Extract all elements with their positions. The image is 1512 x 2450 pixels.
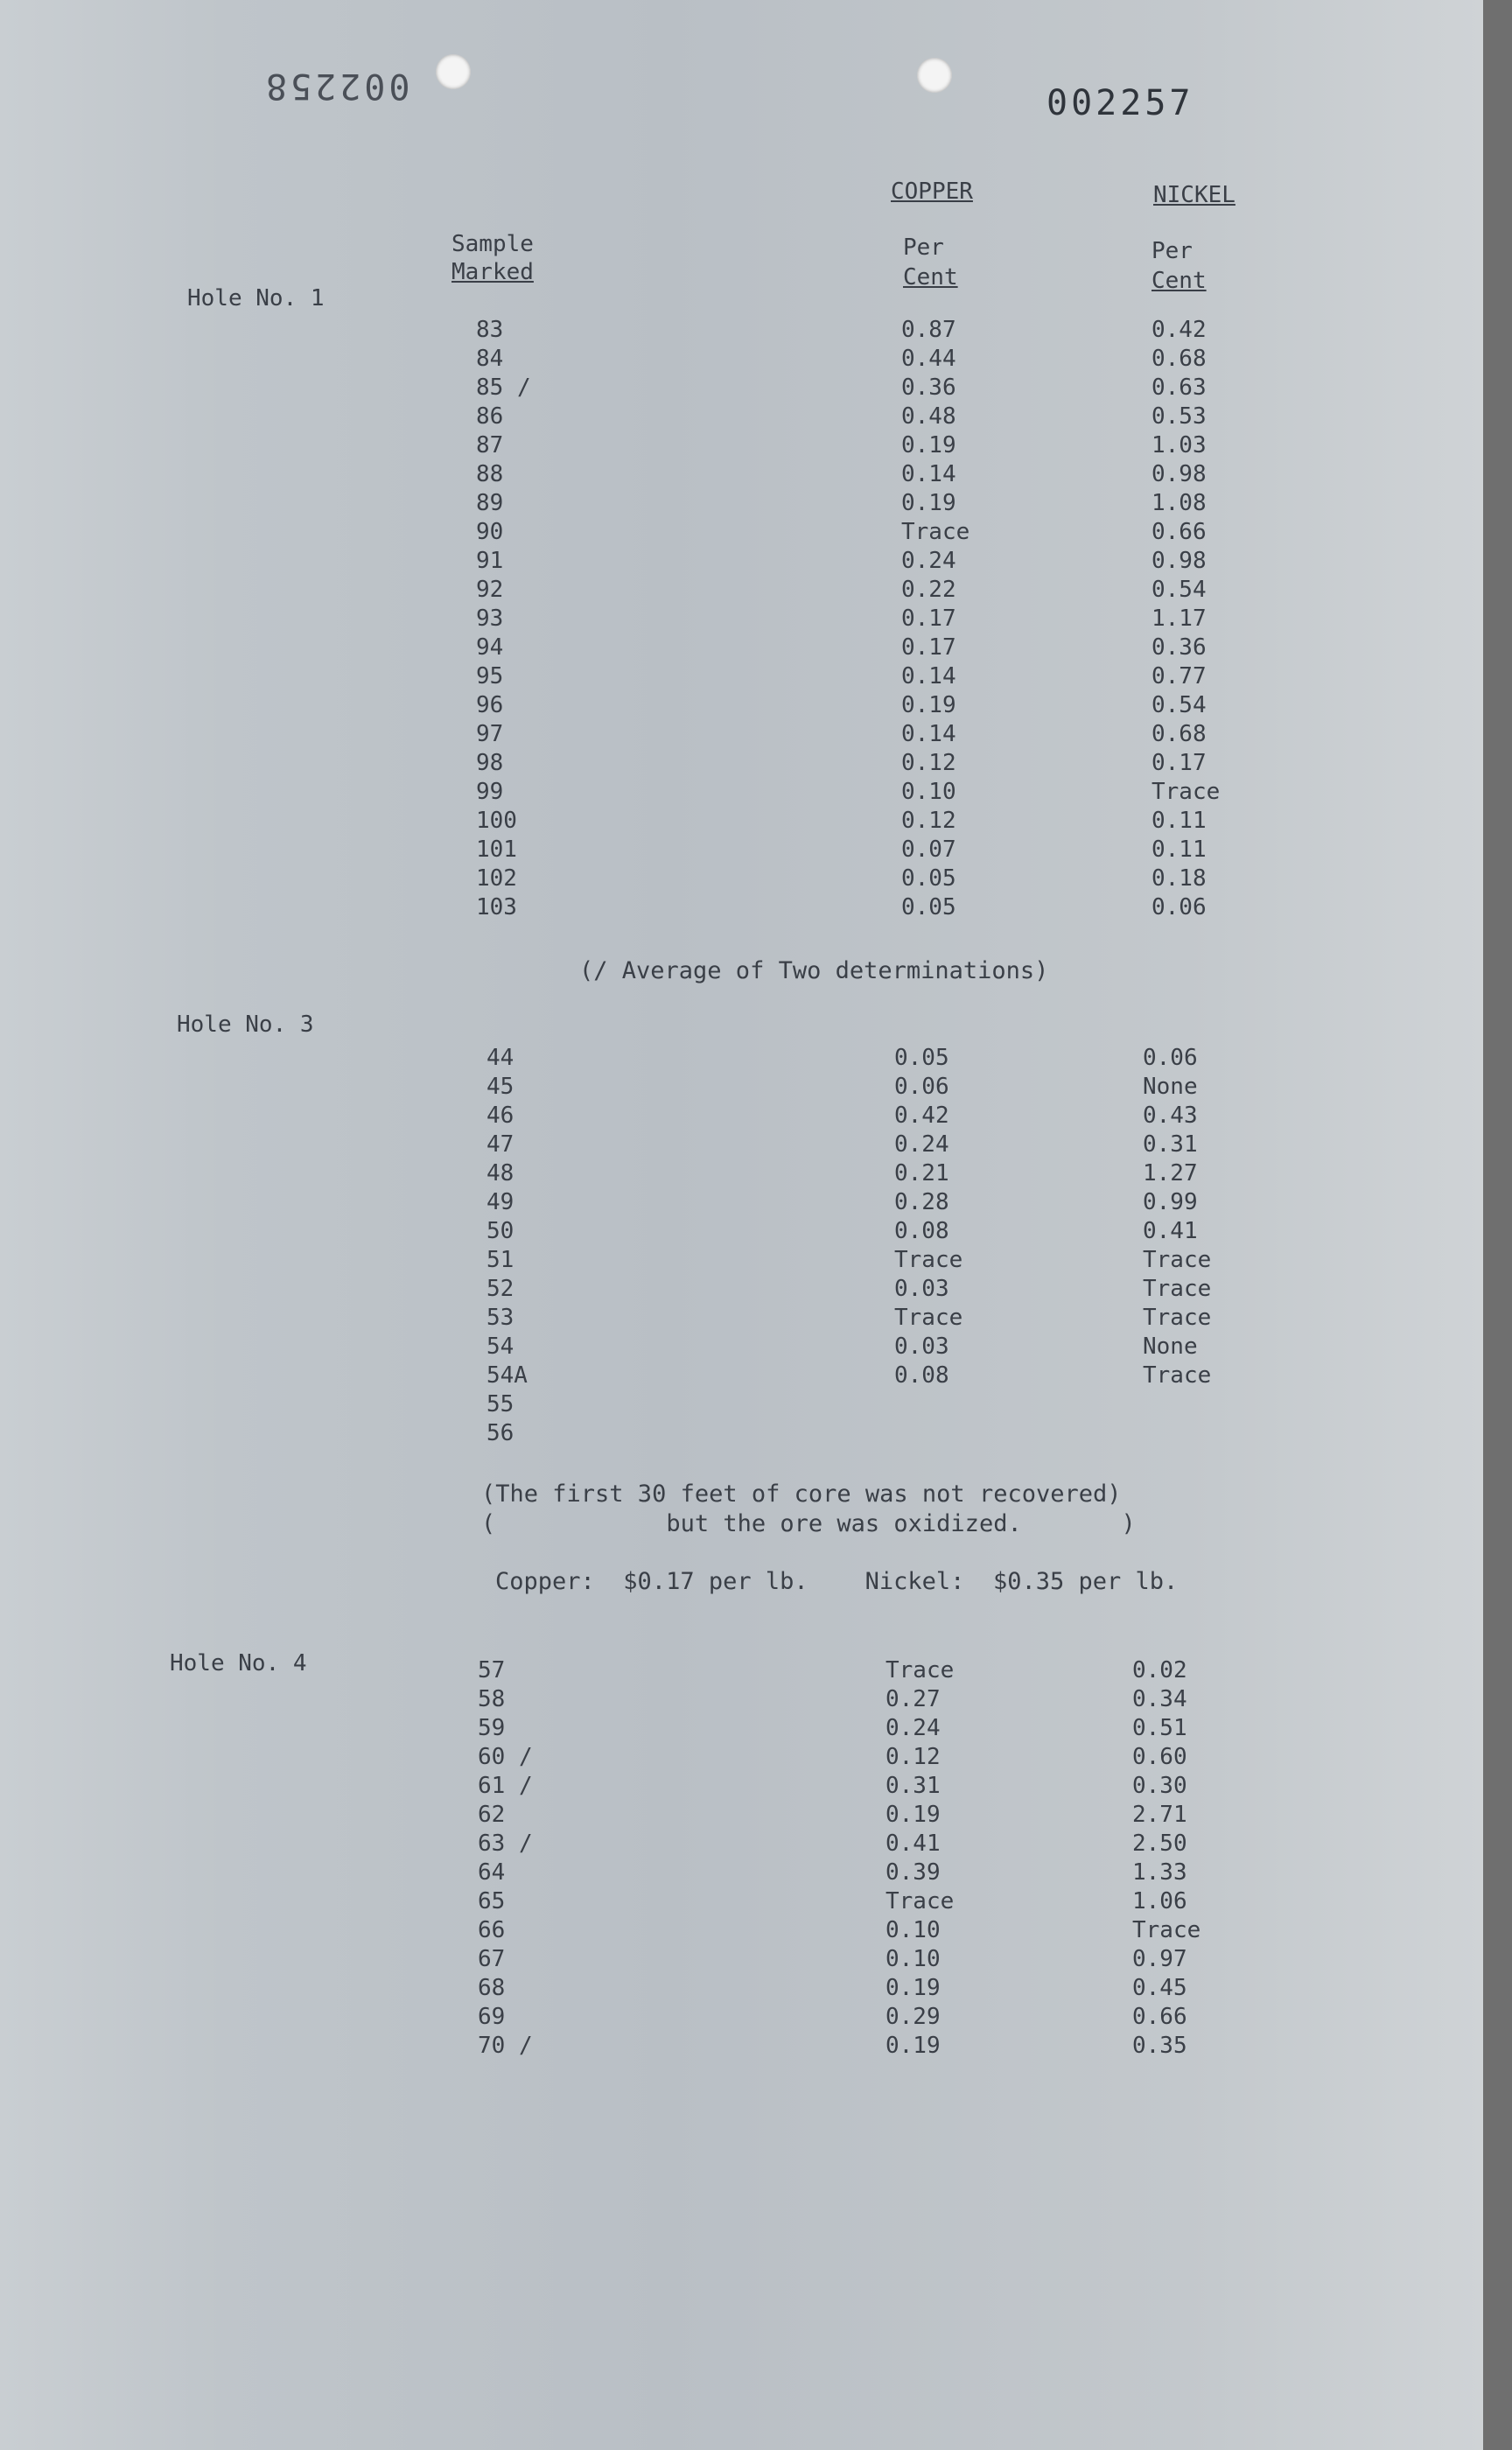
nickel-percent: 1.17 — [1152, 606, 1207, 632]
nickel-percent: 0.98 — [1152, 461, 1207, 487]
sample-id: 98 — [476, 750, 504, 776]
copper-percent: 0.05 — [894, 1045, 949, 1071]
copper-percent: 0.22 — [901, 577, 956, 603]
sample-id: 96 — [476, 692, 504, 718]
copper-percent: Trace — [886, 1888, 955, 1914]
copper-percent: 0.08 — [894, 1362, 949, 1389]
sample-id: 53 — [486, 1305, 514, 1331]
sample-id: 49 — [486, 1189, 514, 1215]
punch-hole-right — [917, 58, 952, 93]
stamp-number: 002257 — [1046, 83, 1194, 123]
hole-label: Hole No. 3 — [177, 1012, 314, 1038]
sample-id: 67 — [478, 1946, 506, 1972]
sample-id: 62 — [478, 1802, 506, 1828]
sample-id: 51 — [486, 1247, 514, 1273]
sample-id: 55 — [486, 1391, 514, 1418]
sample-id: 89 — [476, 490, 504, 516]
scan-edge — [1483, 0, 1512, 2450]
copper-percent: 0.36 — [901, 374, 956, 401]
copper-percent: 0.24 — [886, 1715, 941, 1741]
copper-percent: 0.14 — [901, 663, 956, 690]
copper-percent: 0.28 — [894, 1189, 949, 1215]
sample-id: 70 / — [478, 2033, 533, 2059]
nickel-percent: 0.42 — [1152, 317, 1207, 343]
sample-id: 88 — [476, 461, 504, 487]
sample-id: 102 — [476, 865, 517, 892]
copper-percent: 0.05 — [901, 894, 956, 920]
nickel-percent: 0.77 — [1152, 663, 1207, 690]
sample-id: 59 — [478, 1715, 506, 1741]
copper-percent: 0.31 — [886, 1773, 941, 1799]
copper-percent: 0.03 — [894, 1334, 949, 1360]
nickel-percent: None — [1143, 1074, 1198, 1100]
sample-id: 48 — [486, 1160, 514, 1186]
nickel-percent: 1.27 — [1143, 1160, 1198, 1186]
nickel-percent: 0.34 — [1132, 1686, 1187, 1712]
copper-percent: 0.21 — [894, 1160, 949, 1186]
sample-id: 86 — [476, 403, 504, 430]
nickel-percent: 0.53 — [1152, 403, 1207, 430]
copper-percent: 0.19 — [901, 490, 956, 516]
copper-percent: 0.05 — [901, 865, 956, 892]
copper-percent: 0.07 — [901, 836, 956, 863]
sample-id: 93 — [476, 606, 504, 632]
sample-id: 83 — [476, 317, 504, 343]
copper-percent: 0.24 — [901, 548, 956, 574]
nickel-percent: 0.02 — [1132, 1657, 1187, 1684]
copper-percent: 0.39 — [886, 1859, 941, 1886]
copper-percent: Trace — [894, 1247, 963, 1273]
sample-id: 94 — [476, 634, 504, 661]
copper-percent: 0.24 — [894, 1131, 949, 1158]
nickel-percent: 0.18 — [1152, 865, 1207, 892]
copper-percent: 0.03 — [894, 1276, 949, 1302]
header-sample-line2: Marked — [452, 259, 534, 285]
sample-id: 44 — [486, 1045, 514, 1071]
nickel-percent: 1.08 — [1152, 490, 1207, 516]
core-note-line1: (The first 30 feet of core was not recovered) — [481, 1480, 1122, 1508]
copper-percent: Trace — [894, 1305, 963, 1331]
copper-percent: 0.10 — [901, 779, 956, 805]
copper-percent: 0.19 — [901, 692, 956, 718]
sample-id: 50 — [486, 1218, 514, 1244]
copper-percent: 0.08 — [894, 1218, 949, 1244]
nickel-percent: 1.33 — [1132, 1859, 1187, 1886]
sample-id: 97 — [476, 721, 504, 747]
header-nickel-per: Per — [1152, 238, 1193, 264]
punch-hole-left — [436, 54, 471, 89]
copper-percent: 0.27 — [886, 1686, 941, 1712]
copper-percent: 0.10 — [886, 1946, 941, 1972]
sample-id: 84 — [476, 346, 504, 372]
nickel-percent: None — [1143, 1334, 1198, 1360]
sample-id: 68 — [478, 1975, 506, 2001]
sample-id: 54A — [486, 1362, 528, 1389]
copper-percent: 0.19 — [886, 1975, 941, 2001]
sample-id: 91 — [476, 548, 504, 574]
copper-percent: 0.17 — [901, 634, 956, 661]
copper-percent: 0.19 — [886, 1802, 941, 1828]
copper-percent: 0.12 — [901, 750, 956, 776]
copper-percent: 0.06 — [894, 1074, 949, 1100]
sample-id: 52 — [486, 1276, 514, 1302]
nickel-percent: 0.43 — [1143, 1102, 1198, 1129]
sample-id: 100 — [476, 808, 517, 834]
copper-percent: 0.19 — [901, 432, 956, 458]
nickel-percent: 0.51 — [1132, 1715, 1187, 1741]
header-copper-cent: Cent — [903, 264, 958, 290]
nickel-percent: 0.06 — [1152, 894, 1207, 920]
copper-percent: 0.87 — [901, 317, 956, 343]
copper-percent: 0.48 — [901, 403, 956, 430]
nickel-percent: Trace — [1152, 779, 1221, 805]
sample-id: 69 — [478, 2004, 506, 2030]
sample-id: 65 — [478, 1888, 506, 1914]
nickel-percent: 0.63 — [1152, 374, 1207, 401]
sample-id: 61 / — [478, 1773, 533, 1799]
header-copper-per: Per — [903, 234, 944, 261]
reversed-stamp-number: 002258 — [262, 66, 410, 106]
nickel-percent: 0.68 — [1152, 721, 1207, 747]
sample-id: 54 — [486, 1334, 514, 1360]
copper-percent: 0.44 — [901, 346, 956, 372]
sample-id: 58 — [478, 1686, 506, 1712]
sample-id: 101 — [476, 836, 517, 863]
sample-id: 92 — [476, 577, 504, 603]
copper-percent: 0.17 — [901, 606, 956, 632]
copper-percent: 0.12 — [886, 1744, 941, 1770]
sample-id: 103 — [476, 894, 517, 920]
sample-id: 56 — [486, 1420, 514, 1446]
nickel-percent: 0.66 — [1152, 519, 1207, 545]
copper-percent: 0.42 — [894, 1102, 949, 1129]
copper-percent: 0.12 — [901, 808, 956, 834]
header-sample-line1: Sample — [452, 231, 534, 257]
nickel-percent: 0.99 — [1143, 1189, 1198, 1215]
sample-id: 63 / — [478, 1830, 533, 1857]
nickel-percent: 0.31 — [1143, 1131, 1198, 1158]
core-note-line2: ( but the ore was oxidized. ) — [481, 1510, 1136, 1537]
copper-percent: 0.14 — [901, 721, 956, 747]
nickel-percent: 2.71 — [1132, 1802, 1187, 1828]
hole-label: Hole No. 4 — [170, 1650, 307, 1676]
price-note: Copper: $0.17 per lb. Nickel: $0.35 per lb. — [495, 1568, 1179, 1595]
header-nickel: NICKEL — [1153, 182, 1236, 208]
sample-id: 87 — [476, 432, 504, 458]
nickel-percent: 0.11 — [1152, 836, 1207, 863]
nickel-percent: 0.41 — [1143, 1218, 1198, 1244]
nickel-percent: 1.03 — [1152, 432, 1207, 458]
header-copper: COPPER — [891, 178, 973, 205]
nickel-percent: Trace — [1132, 1917, 1201, 1943]
sample-id: 85 / — [476, 374, 531, 401]
copper-percent: 0.19 — [886, 2033, 941, 2059]
nickel-percent: 0.11 — [1152, 808, 1207, 834]
nickel-percent: 0.45 — [1132, 1975, 1187, 2001]
sample-id: 64 — [478, 1859, 506, 1886]
nickel-percent: 2.50 — [1132, 1830, 1187, 1857]
nickel-percent: 1.06 — [1132, 1888, 1187, 1914]
sample-id: 60 / — [478, 1744, 533, 1770]
copper-percent: 0.14 — [901, 461, 956, 487]
nickel-percent: 0.98 — [1152, 548, 1207, 574]
nickel-percent: 0.60 — [1132, 1744, 1187, 1770]
copper-percent: Trace — [886, 1657, 955, 1684]
nickel-percent: Trace — [1143, 1247, 1212, 1273]
nickel-percent: 0.36 — [1152, 634, 1207, 661]
nickel-percent: 0.54 — [1152, 577, 1207, 603]
nickel-percent: 0.66 — [1132, 2004, 1187, 2030]
nickel-percent: Trace — [1143, 1362, 1212, 1389]
nickel-percent: Trace — [1143, 1276, 1212, 1302]
nickel-percent: 0.17 — [1152, 750, 1207, 776]
header-nickel-cent: Cent — [1152, 268, 1207, 294]
sample-id: 46 — [486, 1102, 514, 1129]
hole-label: Hole No. 1 — [187, 285, 325, 312]
nickel-percent: 0.06 — [1143, 1045, 1198, 1071]
nickel-percent: 0.68 — [1152, 346, 1207, 372]
sample-id: 66 — [478, 1917, 506, 1943]
sample-id: 95 — [476, 663, 504, 690]
average-note: (/ Average of Two determinations) — [579, 957, 1049, 984]
sample-id: 45 — [486, 1074, 514, 1100]
nickel-percent: 0.97 — [1132, 1946, 1187, 1972]
copper-percent: 0.29 — [886, 2004, 941, 2030]
nickel-percent: 0.35 — [1132, 2033, 1187, 2059]
sample-id: 90 — [476, 519, 504, 545]
sample-id: 47 — [486, 1131, 514, 1158]
copper-percent: 0.10 — [886, 1917, 941, 1943]
sample-id: 99 — [476, 779, 504, 805]
nickel-percent: Trace — [1143, 1305, 1212, 1331]
nickel-percent: 0.30 — [1132, 1773, 1187, 1799]
nickel-percent: 0.54 — [1152, 692, 1207, 718]
copper-percent: 0.41 — [886, 1830, 941, 1857]
sample-id: 57 — [478, 1657, 506, 1684]
copper-percent: Trace — [901, 519, 970, 545]
